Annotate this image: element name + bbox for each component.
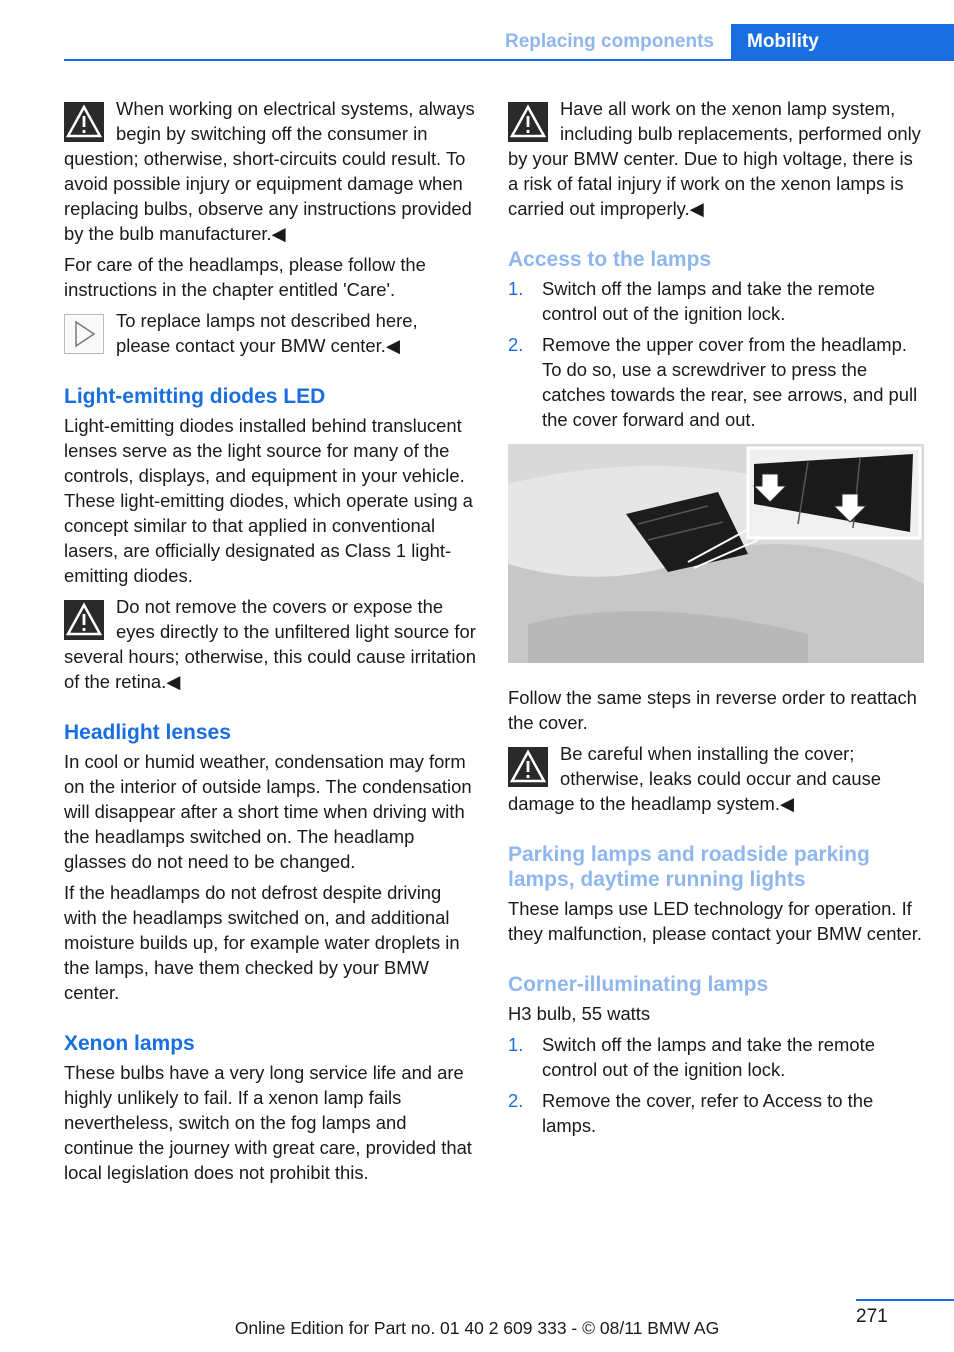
header-rule <box>64 59 954 61</box>
led-warning <box>64 594 476 694</box>
header-section-title: Replacing components <box>504 31 714 52</box>
warning-electrical <box>64 96 476 246</box>
right-column <box>508 96 924 1144</box>
corner-steps <box>508 1032 924 1138</box>
step-text: Switch off the lamps and take the remote control out of the ignition lock. <box>542 278 875 324</box>
left-column <box>64 96 476 1191</box>
parking-text: These lamps use LED technology for operation. If they malfunction, please contact your BMW center. <box>508 898 922 944</box>
note-arrow-icon <box>64 314 104 354</box>
list-item <box>508 1032 924 1082</box>
cover-warning <box>508 741 924 816</box>
cover-warning-text: Be careful when installing the cover; otherwise, leaks could occur and cause damage to the headlamp system.◀ <box>508 743 881 814</box>
xenon-warning <box>508 96 924 221</box>
access-steps <box>508 276 924 432</box>
footer-edition: Online Edition for Part no. 01 40 2 609 333 - © 08/11 BMW AG <box>234 1318 720 1338</box>
warning-electrical-text: When working on electrical systems, always begin by switching off the consumer in question; otherwise, short-circuits could result. To avoid possible injury or equipment damage when replacing bulbs, observe any instructions provided by the bulb manufacturer.◀ <box>64 98 475 244</box>
headlamp-cover-photo <box>508 444 924 663</box>
access-heading: Access to the lamps <box>508 248 712 271</box>
step-number: 1. <box>508 278 524 299</box>
warning-triangle-icon <box>64 102 104 142</box>
step-text: Remove the cover, refer to Access to the lamps. <box>542 1090 874 1136</box>
note-replace-text: To replace lamps not described here, please contact your BMW center.◀ <box>116 310 418 356</box>
corner-heading: Corner-illuminating lamps <box>508 973 769 996</box>
care-text: For care of the headlamps, please follow the instructions in the chapter entitled 'Care'. <box>64 254 426 300</box>
warning-triangle-icon <box>508 747 548 787</box>
list-item <box>508 332 924 432</box>
lenses-heading: Headlight lenses <box>64 721 231 744</box>
note-replace <box>64 308 476 358</box>
reverse-text: Follow the same steps in reverse order to reattach the cover. <box>508 687 917 733</box>
page-number-rule <box>856 1299 954 1301</box>
xenon-heading: Xenon lamps <box>64 1032 195 1055</box>
warning-triangle-icon <box>64 600 104 640</box>
list-item <box>508 1088 924 1138</box>
lenses-text-2: If the headlamps do not defrost despite driving with the headlamps switched on, and additional moisture builds up, for example water droplets in the lamps, have them checked by your BMW center. <box>64 882 460 1003</box>
xenon-warning-text: Have all work on the xenon lamp system, including bulb replacements, performed only by your BMW center. Due to high voltage, there is a risk of fatal injury if work on the xenon lamps is carried out improperly.◀ <box>508 98 921 219</box>
led-text: Light-emitting diodes installed behind translucent lenses serve as the light source for many of the controls, displays, and equipment in your vehicle. These light-emitting diodes, which operate using a concept similar to that applied in conventional lasers, are officially designated as Class 1 light-emitting diodes. <box>64 415 473 586</box>
step-text: Switch off the lamps and take the remote control out of the ignition lock. <box>542 1034 875 1080</box>
corner-bulb: H3 bulb, 55 watts <box>508 1003 651 1024</box>
step-number: 2. <box>508 1090 524 1111</box>
page-number: 271 <box>856 1306 888 1327</box>
header-chapter-tab: Mobility <box>731 24 954 61</box>
xenon-text: These bulbs have a very long service life and are highly unlikely to fail. If a xenon lamp fails nevertheless, switch on the fog lamps and continue the journey with great care, provided that local legislation does not prohibit this. <box>64 1062 472 1183</box>
list-item <box>508 276 924 326</box>
led-heading: Light-emitting diodes LED <box>64 385 326 408</box>
parking-heading: Parking lamps and roadside parking lamps, daytime running lights <box>508 843 870 891</box>
led-warning-text: Do not remove the covers or expose the eyes directly to the unfiltered light source for several hours; otherwise, this could cause irritation of the retina.◀ <box>64 596 476 692</box>
warning-triangle-icon <box>508 102 548 142</box>
step-text: Remove the upper cover from the headlamp. To do so, use a screwdriver to press the catches towards the rear, see arrows, and pull the cover forward and out. <box>542 334 918 430</box>
step-number: 1. <box>508 1034 524 1055</box>
step-number: 2. <box>508 334 524 355</box>
lenses-text-1: In cool or humid weather, condensation may form on the interior of outside lamps. The condensation will disappear after a short time when driving with the headlamps switched on. The headlamp glasses do not need to be changed. <box>64 751 472 872</box>
